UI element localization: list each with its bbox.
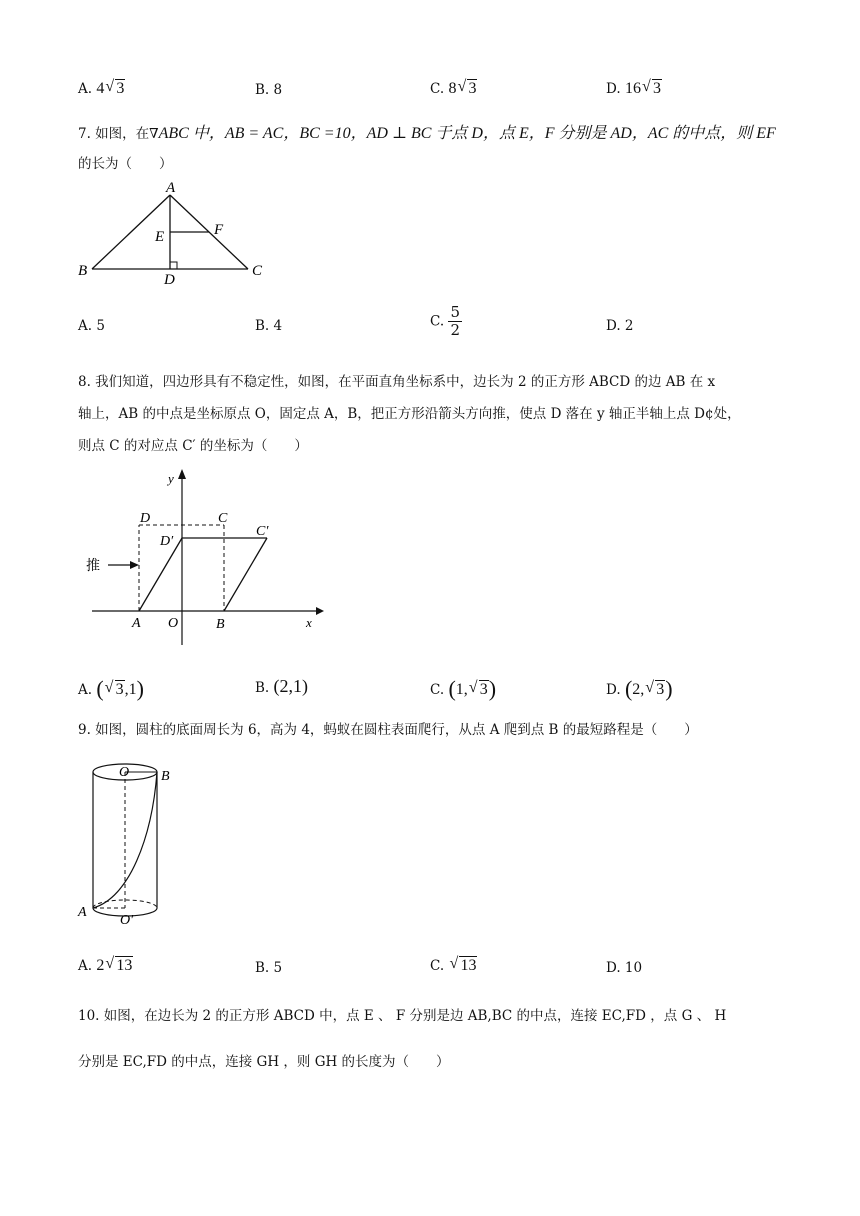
q9-label-a: A: [78, 905, 87, 920]
q9-label-b: B: [161, 769, 170, 784]
q6-option-b: B. 8: [255, 82, 283, 98]
q8-label-d: D: [140, 511, 151, 526]
q7-label-a: A: [166, 180, 176, 196]
q9-cylinder-figure: [74, 758, 184, 928]
q10-stem-line1: 10. 如图，在边长为 2 的正方形 ABCD 中，点 E 、 F 分别是边 AB,BC 的中点，连接 EC,FD ，点 G 、 H: [78, 1008, 727, 1024]
q8-label-y: y: [168, 471, 174, 486]
q7-label-e: E: [155, 229, 165, 245]
q9-option-b: B. 5: [255, 960, 283, 976]
q8-option-d: D. (2,√ 3): [606, 676, 673, 702]
q9-option-c: C. √ 13: [430, 957, 477, 975]
q8-label-a: A: [132, 616, 141, 631]
q9-label-o: O: [119, 765, 130, 780]
q10-stem-line2: 分别是 EC,FD 的中点，连接 GH ，则 GH 的长度为（ ）: [78, 1054, 450, 1070]
q7-stem-line1: 7. 如图，在∇ABC 中，AB = AC，BC =10，AD ⊥ BC 于点 D，点 E，F 分别是 AD，AC 的中点，则 EF: [78, 125, 776, 142]
q9-option-a: A. 2√ 13: [78, 957, 133, 975]
q6-option-a: A. 4√ 3: [78, 80, 125, 98]
q8-option-c: C. (1,√ 3): [430, 676, 496, 702]
q7-triangle-figure: [78, 180, 278, 290]
q8-label-b: B: [216, 617, 225, 632]
q8-stem-line2: 轴上，AB 的中点是坐标原点 O，固定点 A，B，把正方形沿箭头方向推，使点 D 落在 y 轴正半轴上点 D¢处，: [78, 406, 741, 422]
q8-coordinate-figure: [78, 465, 328, 650]
q8-push-label: 推: [86, 559, 100, 574]
q8-label-x: x: [306, 615, 312, 630]
q7-label-b: B: [78, 263, 88, 279]
q8-stem-line3: 则点 C 的对应点 C′ 的坐标为（ ）: [78, 438, 308, 454]
q8-stem-line1: 8. 我们知道，四边形具有不稳定性，如图，在平面直角坐标系中，边长为 2 的正方形 ABCD 的边 AB 在 x: [78, 374, 716, 390]
q8-label-o: O: [168, 616, 179, 631]
q6-option-c: C. 8√ 3: [430, 80, 477, 98]
q7-option-b: B. 4: [255, 318, 283, 334]
q7-label-d: D: [164, 272, 175, 288]
q8-label-dprime: D′: [160, 534, 174, 549]
q6-option-d: D. 16√ 3: [606, 80, 662, 98]
q9-label-oprime: O′: [120, 913, 134, 928]
q8-option-a: A. (√ 3,1): [78, 676, 144, 702]
q7-stem-line2: 的长为（ ）: [78, 156, 173, 172]
q7-option-d: D. 2: [606, 318, 634, 334]
q7-label-f: F: [214, 222, 224, 238]
q8-label-c: C: [218, 511, 228, 526]
q8-option-b: B. (2,1): [255, 676, 309, 696]
q9-stem-line1: 9. 如图，圆柱的底面周长为 6，高为 4，蚂蚁在圆柱表面爬行，从点 A 爬到点 B 的最短路程是（ ）: [78, 722, 698, 738]
q7-option-a: A. 5: [78, 318, 105, 334]
q9-option-d: D. 10: [606, 960, 643, 976]
q7-option-c: C. $\frac{5}{2}$: [430, 303, 460, 340]
q7-label-c: C: [252, 263, 263, 279]
q8-label-cprime: C′: [256, 524, 269, 539]
